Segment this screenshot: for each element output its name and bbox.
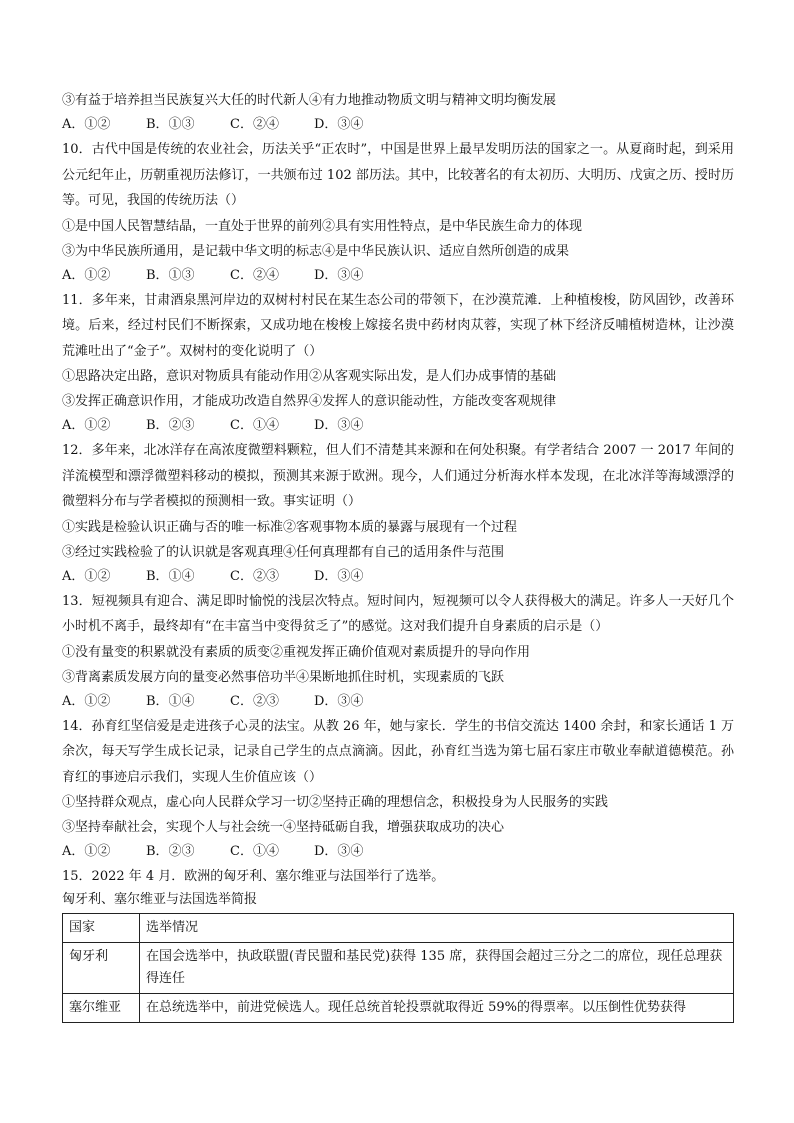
question-stem: 12．多年来，北冰洋存在高浓度微塑料颗粒，但人们不清楚其来源和在何处积聚。有学者结合 2007 一 2017 年间的洋流模型和漂浮微塑料移动的模拟，预测其来源于欧洲。现今，人们通过分析海水样本发现，在北冰洋等海域漂浮的微塑料分布与学者模拟的预测相一致。事实证明（） — [62, 443, 734, 509]
option-line: ③经过实践检验了的认识就是客观真理④任何真理都有自己的适用条件与范围 — [62, 544, 505, 560]
intro-answers — [62, 113, 734, 137]
question-stem: 10．古代中国是传统的农业社会，历法关乎“正农时”，中国是世界上最早发明历法的国家之一。从夏商时起，到采用公元纪年止，历朝重视历法修订，一共颁布过 102 部历法。其中，比较著名的有太初历、大明历、戊寅之历、授时历等。可见，我国的传统历法（） — [62, 142, 734, 208]
exam-page — [62, 88, 734, 1023]
answer-choice: B．①③ — [146, 117, 195, 132]
question-stem: 13．短视频具有迎合、满足即时愉悦的浅层次特点。短时间内，短视频可以令人获得极大的满足。许多人一天好几个小时机不离手，最终却有“在丰富当中变得贫乏了”的感觉。这对我们提升自身素质的启示是（） — [62, 593, 734, 634]
question-13 — [62, 589, 734, 714]
answer-choices — [62, 264, 734, 288]
answer-choices — [62, 690, 734, 714]
option-line: ③发挥正确意识作用，才能成功改造自然界④发挥人的意识能动性，方能改变客观规律 — [62, 394, 557, 409]
question-11 — [62, 288, 734, 439]
answer-choice: A．①② — [62, 418, 111, 433]
question-12 — [62, 438, 734, 589]
intro-options-line: ③有益于培养担当民族复兴大任的时代新人④有力地推动物质文明与精神文明均衡发展 — [62, 93, 557, 108]
answer-choice: A．①② — [62, 117, 111, 132]
option-line: ③坚持奉献社会，实现个人与社会统一④坚持砥砺自我，增强获取成功的决心 — [62, 820, 505, 835]
option-line: ③背离素质发展方向的量变必然事倍功半④果断地抓住时机，实现素质的飞跃 — [62, 669, 505, 685]
option-line: ①是中国人民智慧结晶，一直处于世界的前列②具有实用性特点，是中华民族生命力的体现 — [62, 218, 583, 234]
table-row — [63, 994, 734, 1023]
question-15 — [62, 864, 734, 1023]
table-cell-country: 匈牙利 — [63, 943, 140, 994]
answer-choice: D．③④ — [314, 568, 364, 584]
table-caption: 匈牙利、塞尔维亚与法国选举简报 — [62, 892, 258, 907]
election-table — [62, 913, 734, 1023]
answer-choice: C．①④ — [230, 418, 279, 433]
answer-choice: D．③④ — [314, 844, 364, 859]
answer-choice: B．②③ — [146, 844, 195, 859]
answer-choice: D．③④ — [314, 117, 364, 132]
answer-choice: B．①④ — [146, 568, 195, 584]
answer-choice: D．③④ — [314, 418, 364, 433]
answer-choice: C．①④ — [230, 844, 279, 859]
table-cell-country: 塞尔维亚 — [63, 994, 140, 1023]
answer-choice: A．①② — [62, 693, 111, 709]
table-cell-details: 在总统选举中，前进党候选人。现任总统首轮投票就取得近 59%的得票率。以压倒性优势获得 — [140, 994, 734, 1023]
option-line: ①思路决定出路，意识对物质具有能动作用②从客观实际出发，是人们办成事情的基础 — [62, 369, 557, 384]
answer-choice: D．③④ — [314, 267, 364, 283]
answer-choice: C．②③ — [230, 693, 279, 709]
option-line: ③为中华民族所通用，是记载中华文明的标志④是中华民族认识、适应自然所创造的成果 — [62, 243, 570, 259]
table-header-cell: 选举情况 — [140, 914, 734, 943]
table-header-row — [63, 914, 734, 943]
table-cell-details: 在国会选举中，执政联盟(青民盟和基民党)获得 135 席，获得国会超过三分之二的席位，现任总理获得连任 — [140, 943, 734, 994]
answer-choice: C．②④ — [230, 267, 279, 283]
answer-choices — [62, 840, 734, 864]
question-stem: 15．2022 年 4 月．欧洲的匈牙利、塞尔维亚与法国举行了选举。 — [62, 869, 445, 884]
answer-choice: A．①② — [62, 844, 111, 859]
answer-choice: D．③④ — [314, 693, 364, 709]
option-line: ①实践是检验认识正确与否的唯一标准②客观事物本质的暴露与展现有一个过程 — [62, 519, 518, 535]
answer-choices — [62, 414, 734, 438]
answer-choice: A．①② — [62, 568, 111, 584]
answer-choice: A．①② — [62, 267, 111, 283]
answer-choice: B．①④ — [146, 693, 195, 709]
option-line: ①没有量变的积累就没有素质的质变②重视发挥正确价值观对素质提升的导向作用 — [62, 644, 531, 660]
answer-choice: B．②③ — [146, 418, 195, 433]
question-14 — [62, 714, 734, 865]
question-10 — [62, 137, 734, 288]
table-header-cell: 国家 — [63, 914, 140, 943]
answer-choice: C．②④ — [230, 117, 279, 132]
option-line: ①坚持群众观点，虚心向人民群众学习一切②坚持正确的理想信念，积极投身为人民服务的实践 — [62, 795, 609, 810]
answer-choices — [62, 565, 734, 589]
table-row — [63, 943, 734, 994]
answer-choice: C．②③ — [230, 568, 279, 584]
question-stem: 14．孙育红坚信爱是走进孩子心灵的法宝。从教 26 年，她与家长．学生的书信交流达 1400 余封，和家长通话 1 万余次，每天写学生成长记录，记录自己学生的点点滴滴。因此，孙育红当选为第七届石家庄市敬业奉献道德模范。孙育红的事迹启示我们，实现人生价值应该（） — [62, 718, 734, 785]
answer-choice: B．①③ — [146, 267, 195, 283]
question-stem: 11．多年来，甘肃酒泉黑河岸边的双树村村民在某生态公司的带领下，在沙漠荒滩．上种植梭梭，防风固钞，改善环境。后来，经过村民们不断探索，又成功地在梭梭上嫁接名贵中药材肉苁蓉，实现了林下经济反哺植树造林，让沙漠荒滩吐出了“金子”。双树村的变化说明了（） — [62, 292, 734, 359]
